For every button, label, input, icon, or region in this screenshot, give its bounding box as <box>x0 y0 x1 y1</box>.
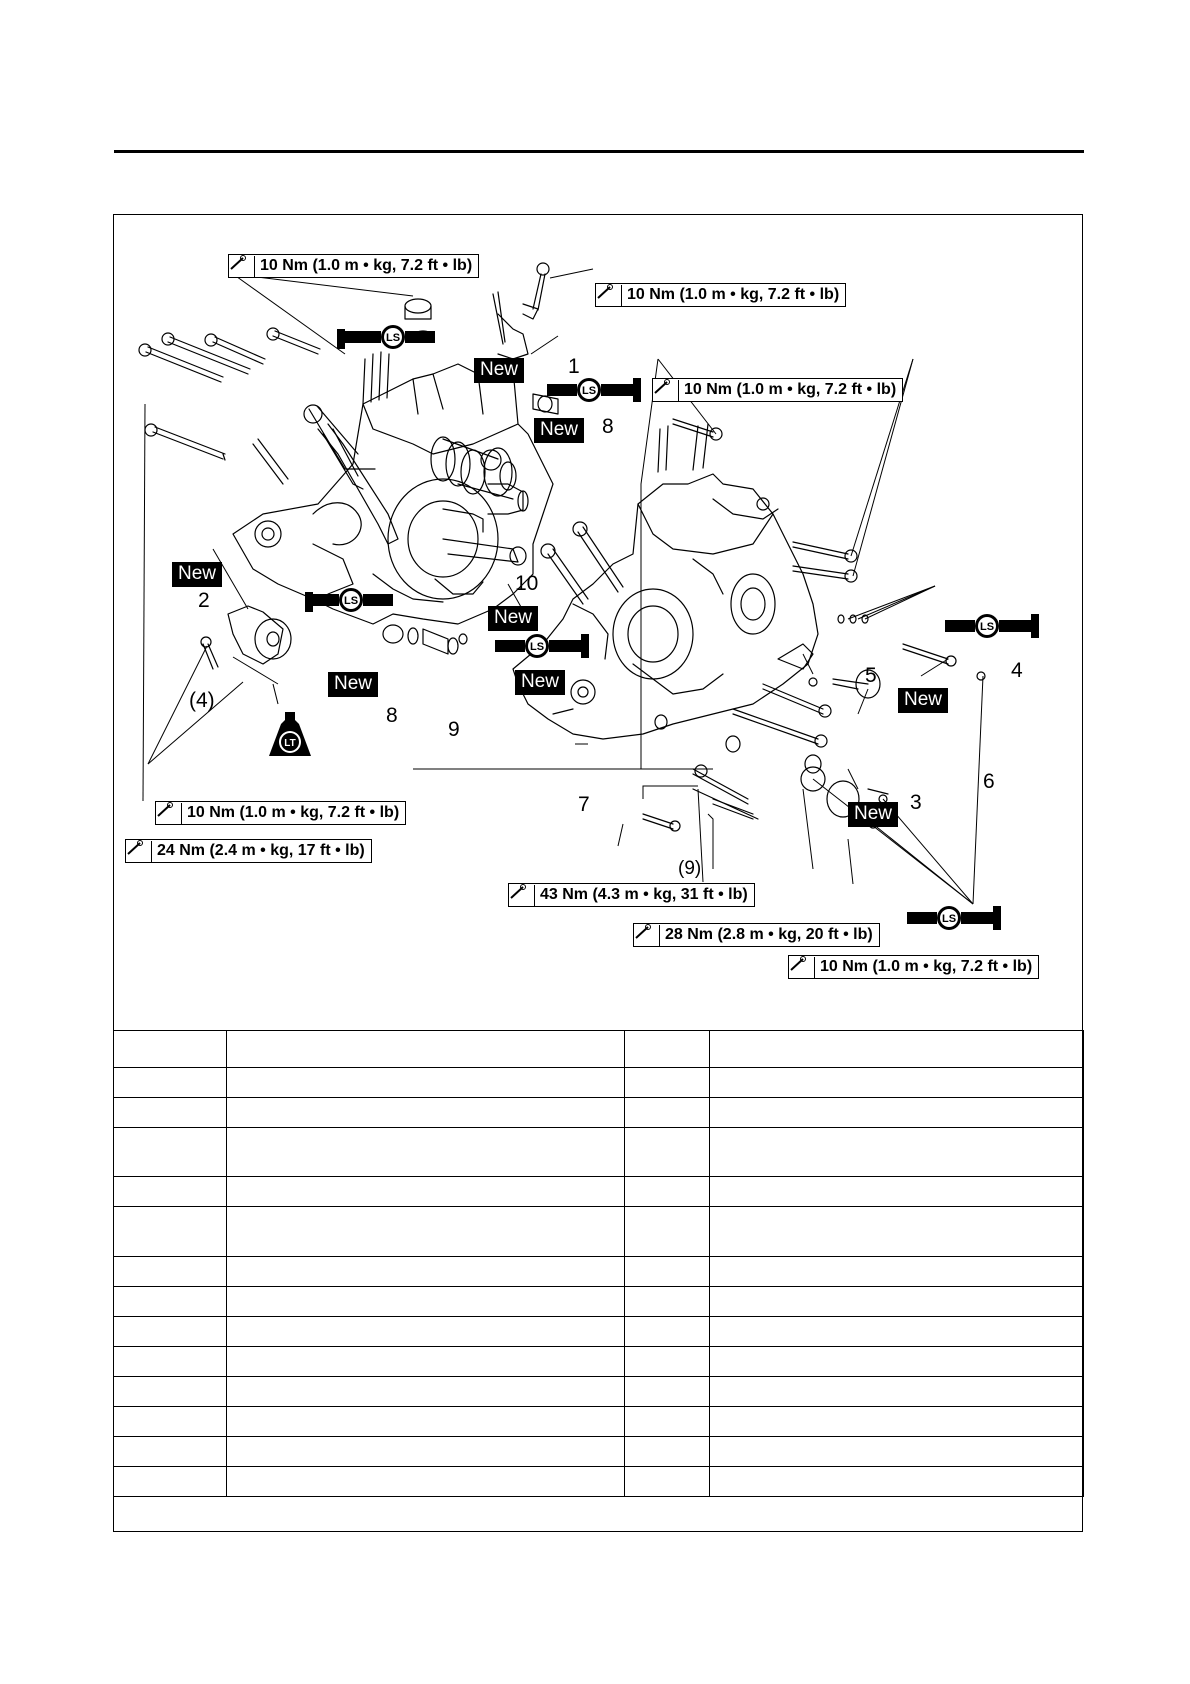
torque-spec-text: 10 Nm (1.0 m • kg, 7.2 ft • lb) <box>260 257 473 274</box>
part-number-2: 2 <box>198 589 210 612</box>
new-part-tag: New <box>848 802 898 827</box>
torque-spec-text: 24 Nm (2.4 m • kg, 17 ft • lb) <box>157 842 365 859</box>
torque-wrench-icon <box>156 803 182 824</box>
torque-spec-box <box>652 378 903 402</box>
table-row <box>114 1207 1084 1257</box>
new-part-tag: New <box>515 670 565 695</box>
table-row <box>114 1257 1084 1287</box>
torque-wrench-icon <box>126 841 152 862</box>
torque-spec-box <box>788 955 1039 979</box>
torque-spec-text: 10 Nm (1.0 m • kg, 7.2 ft • lb) <box>684 381 897 398</box>
table-row <box>114 1287 1084 1317</box>
lithium-soap-grease-icon <box>905 904 1015 934</box>
torque-spec-box <box>228 254 479 278</box>
new-part-tag: New <box>534 418 584 443</box>
part-number-4-paren: (4) <box>189 689 215 712</box>
lithium-soap-grease-icon <box>303 586 413 616</box>
table-row <box>114 1128 1084 1177</box>
table-row <box>114 1177 1084 1207</box>
new-part-tag: New <box>474 358 524 383</box>
part-number-3: 3 <box>910 791 922 814</box>
torque-wrench-icon <box>653 380 679 401</box>
torque-spec-text: 10 Nm (1.0 m • kg, 7.2 ft • lb) <box>187 804 400 821</box>
header-rule <box>114 150 1084 153</box>
torque-spec-text: 43 Nm (4.3 m • kg, 31 ft • lb) <box>540 886 748 903</box>
part-number-9: 9 <box>448 718 460 741</box>
ls-grease-label: LS <box>941 913 957 925</box>
table-row <box>114 1467 1084 1497</box>
locktite-bottle-icon <box>265 710 315 762</box>
part-number-8: 8 <box>602 415 614 438</box>
left-crankcase <box>233 364 553 624</box>
torque-spec-box <box>633 923 880 947</box>
torque-wrench-icon <box>596 285 622 306</box>
new-part-tag: New <box>898 688 948 713</box>
torque-wrench-icon <box>789 957 815 978</box>
parts-table <box>113 1030 1084 1497</box>
ls-grease-label: LS <box>529 641 545 653</box>
table-row <box>114 1407 1084 1437</box>
torque-wrench-icon <box>509 885 535 906</box>
part-number-8: 8 <box>386 704 398 727</box>
torque-spec-text: 10 Nm (1.0 m • kg, 7.2 ft • lb) <box>820 958 1033 975</box>
part-number-1: 1 <box>568 355 580 378</box>
part-number-7: 7 <box>578 793 590 816</box>
table-row <box>114 1098 1084 1128</box>
table-row <box>114 1377 1084 1407</box>
part-number-9-paren: (9) <box>678 858 702 879</box>
lithium-soap-grease-icon <box>335 323 445 353</box>
new-part-tag: New <box>488 606 538 631</box>
table-row <box>114 1437 1084 1467</box>
torque-spec-text: 28 Nm (2.8 m • kg, 20 ft • lb) <box>665 926 873 943</box>
right-crankcase <box>513 474 818 739</box>
new-part-tag: New <box>328 672 378 697</box>
new-part-tag: New <box>172 562 222 587</box>
part-number-4: 4 <box>1011 659 1023 682</box>
table-row <box>114 1031 1084 1068</box>
torque-wrench-icon <box>634 925 660 946</box>
lt-label: LT <box>284 738 296 749</box>
table-row <box>114 1068 1084 1098</box>
lithium-soap-grease-icon <box>493 632 603 662</box>
part-number-6: 6 <box>983 770 995 793</box>
torque-wrench-icon <box>229 256 255 277</box>
part-number-10: 10 <box>515 572 539 595</box>
torque-spec-box <box>155 801 406 825</box>
table-row <box>114 1347 1084 1377</box>
ls-grease-label: LS <box>581 385 597 397</box>
exploded-crankcase-diagram <box>113 214 1083 1030</box>
ls-grease-label: LS <box>385 332 401 344</box>
part-number-5: 5 <box>865 664 877 687</box>
torque-spec-box <box>508 883 755 907</box>
lithium-soap-grease-icon <box>545 376 655 406</box>
ls-grease-label: LS <box>979 621 995 633</box>
torque-spec-box <box>595 283 846 307</box>
torque-spec-text: 10 Nm (1.0 m • kg, 7.2 ft • lb) <box>627 286 840 303</box>
table-row <box>114 1317 1084 1347</box>
torque-spec-box <box>125 839 372 863</box>
ls-grease-label: LS <box>343 595 359 607</box>
lithium-soap-grease-icon <box>943 612 1053 642</box>
